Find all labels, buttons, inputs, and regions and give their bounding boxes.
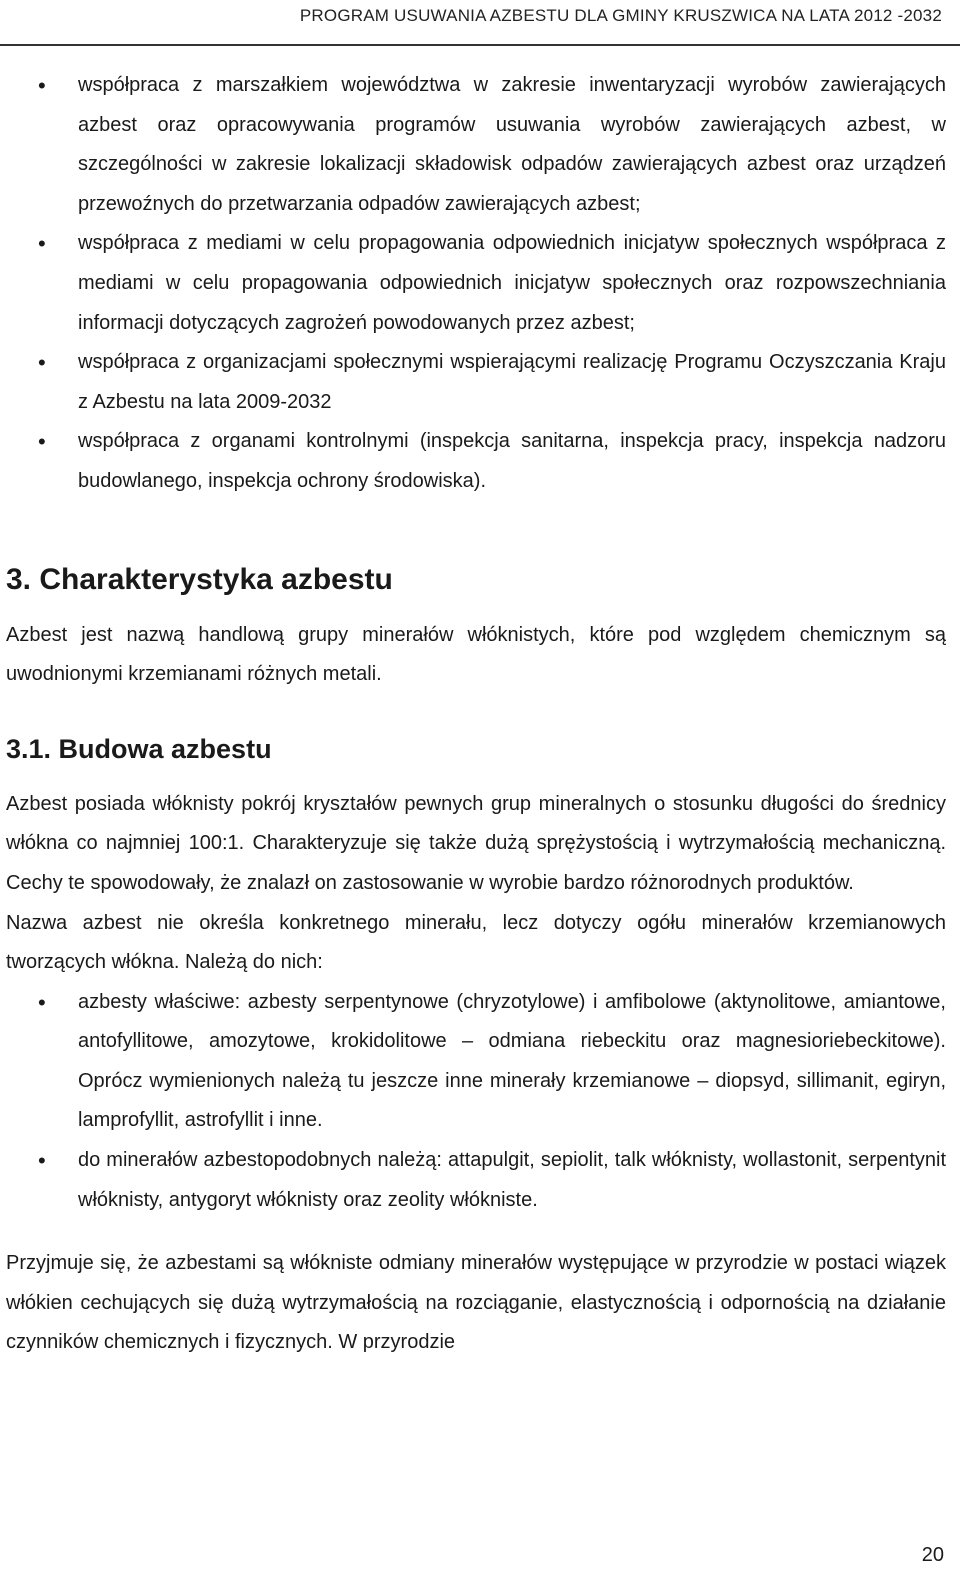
list-item: • współpraca z organizacjami społecznymi wspierającymi realizację Programu Oczyszczania Kraju z Azbestu na lata 2009-2032 — [6, 343, 946, 422]
document-body — [6, 66, 946, 1363]
list-item: • azbesty właściwe: azbesty serpentynowe (chryzotylowe) i amfibolowe (aktynolitowe, amiantowe, antofyllitowe, amozytowe, krokidolitowe – odmiana riebeckitu oraz magnesioriebeckitowe). Oprócz wymienionych należą tu jeszcze inne minerały krzemianowe – diopsyd, sillimanit, egiryn, lamprofyllit, astrofyllit i inne. — [6, 983, 946, 1141]
bullet-list-cooperation — [6, 66, 946, 502]
subsection-heading: 3.1. Budowa azbestu — [6, 733, 272, 764]
section-paragraph: Przyjmuje się, że azbestami są włókniste odmiany minerałów występujące w przyrodzie w postaci wiązek włókien cechujących się dużą wytrzymałością na rozciąganie, elastycznością i odpornością na działanie czynników chemicznych i fizycznych. W przyrodzie — [6, 1252, 946, 1354]
list-item: • do minerałów azbestopodobnych należą: attapulgit, sepiolit, talk włóknisty, wollastonit, serpentynit włóknisty, antygoryt włóknisty oraz zeolity włókniste. — [6, 1141, 946, 1220]
list-item: • współpraca z mediami w celu propagowania odpowiednich inicjatyw społecznych współpraca z mediami w celu propagowania odpowiednich inicjatyw społecznych oraz rozpowszechniania informacji dotyczących zagrożeń powodowanych przez azbest; — [6, 224, 946, 343]
list-item: • współpraca z marszałkiem województwa w zakresie inwentaryzacji wyrobów zawierających azbest oraz opracowywania programów usuwania wyrobów zawierających azbest, w szczególności w zakresie lokalizacji składowisk odpadów zawierających azbest oraz urządzeń przewoźnych do przetwarzania odpadów zawierających azbest; — [6, 66, 946, 224]
page-header — [0, 0, 960, 46]
section-paragraph: Nazwa azbest nie określa konkretnego minerału, lecz dotyczy ogółu minerałów krzemianowych tworzących włókna. Należą do nich: — [6, 911, 946, 974]
bullet-list-minerals — [6, 983, 946, 1221]
header-title: PROGRAM USUWANIA AZBESTU DLA GMINY KRUSZWICA NA LATA 2012 -2032 — [299, 6, 942, 25]
section-paragraph: Azbest jest nazwą handlową grupy minerałów włóknistych, które pod względem chemicznym są uwodnionymi krzemianami różnych metali. — [6, 623, 946, 686]
list-item: • współpraca z organami kontrolnymi (inspekcja sanitarna, inspekcja pracy, inspekcja nadzoru budowlanego, inspekcja ochrony środowiska). — [6, 422, 946, 501]
section-paragraph: Azbest posiada włóknisty pokrój kryształów pewnych grup mineralnych o stosunku długości do średnicy włókna co najmniej 100:1. Charakteryzuje się także dużą sprężystością i wytrzymałością mechaniczną. Cechy te spowodowały, że znalazł on zastosowanie w wyrobie bardzo różnorodnych produktów. — [6, 792, 946, 894]
page-number: 20 — [921, 1544, 944, 1566]
section-heading: 3. Charakterystyka azbestu — [6, 562, 393, 596]
